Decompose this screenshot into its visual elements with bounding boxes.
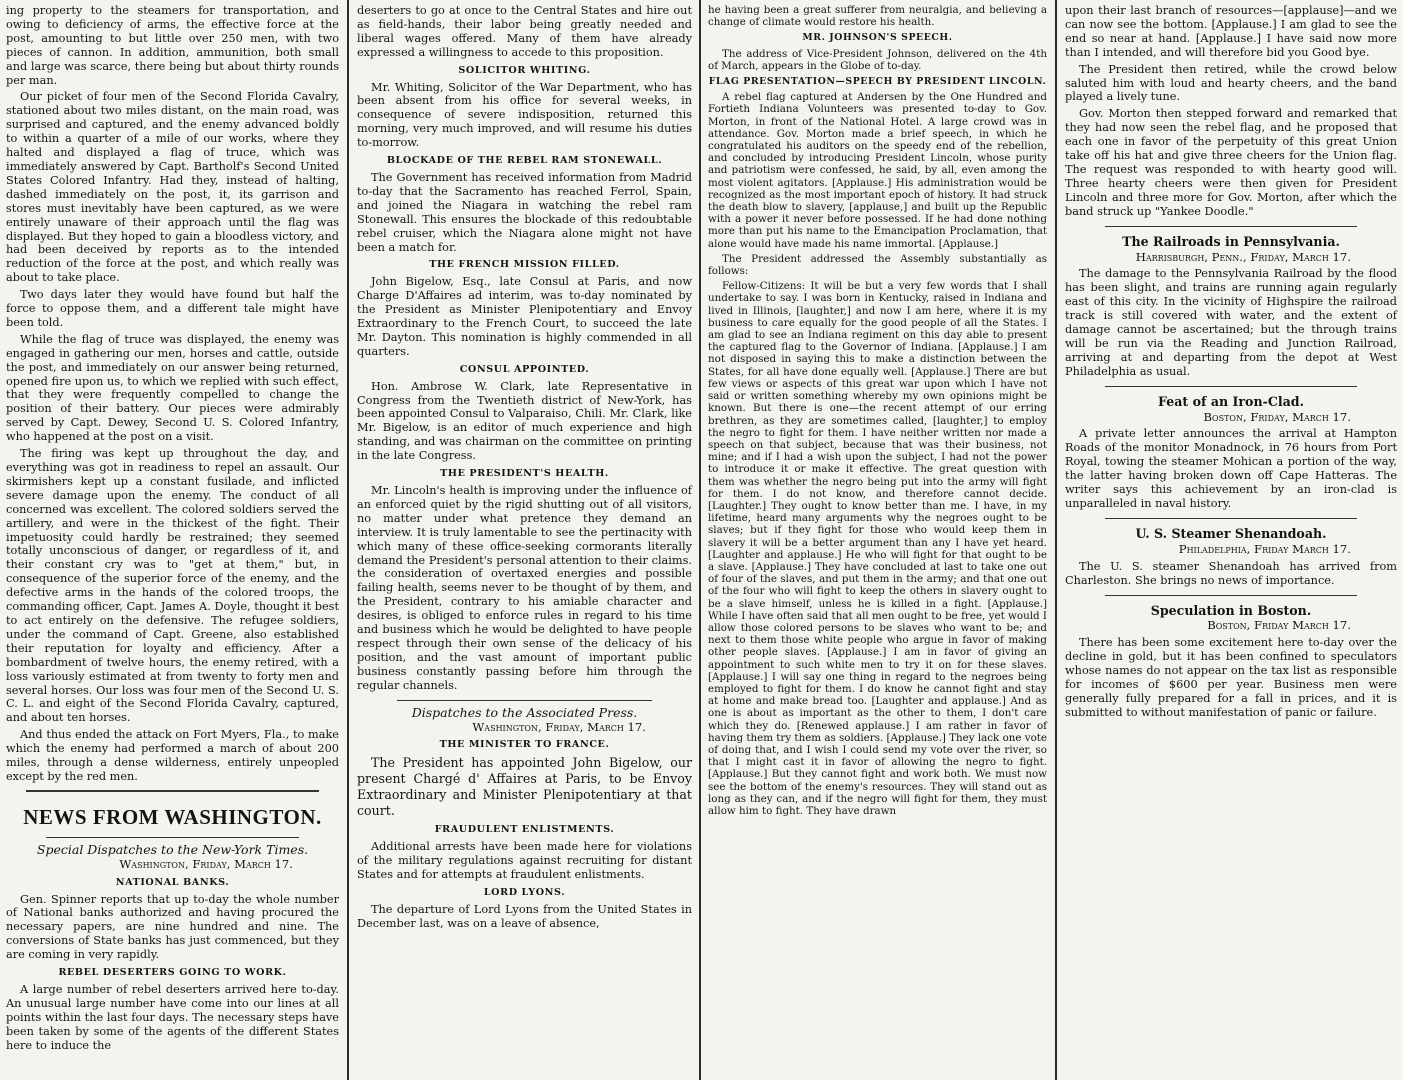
article-headline: Speculation in Boston. [1150, 602, 1312, 618]
paragraph: John Bigelow, Esq., late Consul at Paris, and now Charge D'Affaires ad interim, was to-day nominated by the President as Minister Plenipotentiary and Envoy Extraordinary to the French Court, to succeed the late Mr. Dayton. This nomination is highly commended in all quarters. [357, 275, 692, 358]
paragraph: ing property to the steamers for transportation, and owing to deficiency of arms, the effective force at the post, amounting to but little over 250 men, with two pieces of cannon. In addition, ammunition, both small and large was scarce, there being but about thirty rounds per man. [6, 4, 339, 87]
paragraph: While the flag of truce was displayed, the enemy was engaged in gathering our men, horses and cattle, outside the post, and immediately on our answer being returned, opened fire upon us, to which we replied with such effect, that they were frequently compelled to change the position of their battery. Our pieces were admirably served by Capt. Dewey, Second U. S. Colored Infantry, who happened at the post on a visit. [6, 332, 339, 444]
section-headline: NEWS FROM WASHINGTON. [23, 804, 322, 829]
divider [1105, 386, 1357, 387]
paragraph: Additional arrests have been made here for violations of the military regulations against recruiting for distant States and for attempts at fraudulent enlistments. [357, 840, 692, 882]
paragraph: Gov. Morton then stepped forward and remarked that they had now seen the rebel flag, and he proposed that each one in favor of the perpetuity of this great Union take off his hat and give three cheers for the Union flag. The request was responded to with hearty good will. Three hearty cheers were then given for President Lincoln and three more for Gov. Morton, after which the band struck up "Yankee Doodle." [1065, 107, 1397, 218]
paragraph: A rebel flag captured at Andersen by the One Hundred and Fortieth Indiana Volunteers was presented to-day to Gov. Morton, in front of the National Hotel. A large crowd was in attendance. Gov. Morton made a brief speech, in which he congratulated his auditors on the speedy end of the rebellion, and concluded by introducing President Lincoln, whose purity and patriotism were confessed, he said, by all, even among the most violent agitators. [Applause.] His administration would be recognized as the most important epoch of history. It had struck the death blow to slavery, [applause,] and built up the Republic with a power it never before possessed. If he had done nothing more than put his name to the Emancipation Proclamation, that alone would have made his name immortal. [Applause.] [708, 91, 1047, 250]
divider [1105, 226, 1357, 227]
dateline: Boston, Friday, March 17. [1203, 409, 1351, 424]
paragraph: he having been a great sufferer from neuralgia, and believing a change of climate would restore his health. [708, 4, 1047, 29]
dateline: Boston, Friday March 17. [1207, 618, 1351, 633]
paragraph: And thus ended the attack on Fort Myers, Fla., to make which the enemy had performed a march of about 200 miles, through a dense wilderness, entirely unpeopled except by the red men. [6, 728, 339, 783]
paragraph: Two days later they would have found but half the force to oppose them, and a different tale might have been told. [6, 288, 339, 329]
paragraph: There has been some excitement here to-day over the decline in gold, but it has been confined to speculators whose names do not appear on the tax list as responsible for incomes of $600 per year. Business men were generally fully prepared for a fall in prices, and it is submitted to without manifestation of panic or failure. [1065, 636, 1397, 719]
paragraph: Our picket of four men of the Second Florida Cavalry, stationed about two miles distant, on the main road, was surprised and captured, and the enemy advanced boldly to within a quarter of a mile of our works, where they halted and displayed a flag of truce, which was immediately answered by Capt. Bartholf's Second United States Colored Infantry. Had they, instead of halting, dashed immediately on the post, it, its garrison and stores must inevitably have been captured, as we were entirely unaware of their approach until the flag was displayed. But they hoped to gain a bloodless victory, and had been deceived by reports as to the intended reduction of the force at the post, and which really was about to take place. [6, 90, 339, 285]
paragraph: The damage to the Pennsylvania Railroad by the flood has been slight, and trains are running again regularly east of this city. In the vicinity of Highspire the railroad track is still covered with water, and the extent of damage cannot be ascertained; but the through trains will be run via the Reading and Junction Railroad, arriving at and departing from the depot at West Philadelphia as usual. [1065, 267, 1397, 378]
subhead: SOLICITOR WHITING. [458, 64, 591, 76]
subhead: FRAUDULENT ENLISTMENTS. [434, 824, 615, 836]
paragraph: The Government has received information from Madrid to-day that the Sacramento has reached Ferrol, Spain, and joined the Niagara in watching the rebel ram Stonewall. This ensures the blockade of this redoubtable rebel cruiser, which the Niagara alone might not have been a match for. [357, 170, 692, 254]
divider [26, 790, 319, 792]
column-2 [351, 0, 698, 1080]
column-rule [1055, 0, 1057, 1080]
subhead: THE PRESIDENT'S HEALTH. [440, 468, 609, 480]
divider [397, 700, 652, 701]
subhead: CONSUL APPOINTED. [459, 363, 590, 375]
divider [1105, 518, 1357, 519]
paragraph: deserters to go at once to the Central States and hire out as field-hands, their labor being greatly needed and liberal wages offered. Many of them have already expressed a willingness to accede to this proposition. [357, 4, 692, 59]
subhead: BLOCKADE OF THE REBEL RAM STONEWALL. [386, 155, 663, 167]
paragraph: The firing was kept up throughout the day, and everything was got in readiness to repel an assault. Our skirmishers kept up a constant fusilade, and inflicted severe damage upon the enemy. The conduct of all concerned was excellent. The colored soldiers served the artillery, and were in the thickest of the fight. Their impetuosity could hardly be restrained; they seemed totally unconscious of danger, or regardless of it, and their constant cry was to "get at them," but, in consequence of the superior force of the enemy, and the defective arms in the hands of the colored troops, the commanding officer, Capt. James A. Doyle, thought it best to act entirely on the defensive. The refugee soldiers, under the command of Capt. Greene, also established their reputation for loyalty and efficiency. After a bombardment of twelve hours, the enemy retired, with a loss variously estimated at from twenty to forty men and several horses. Our loss was four men of the Second U. S. C. L. and eight of the Second Florida Cavalry, captured, and about ten horses. [6, 447, 339, 725]
paragraph: Fellow-Citizens: It will be but a very few words that I shall undertake to say. I was born in Kentucky, raised in Indiana and lived in Illinois, [laughter,] and now I am here, where it is my business to care equally for the good people of all the States. I am glad to see an Indiana regiment on this day able to present the captured flag to the Governor of Indiana. [Applause.] I am not disposed in saying this to make a distinction between the States, for all have done equally well. [Applause.] There are but few views or aspects of this great war upon which I have not said or written something whereby my own opinions might be known. But there is one—the recent attempt of our erring brethren, as they are sometimes called, [laughter,] to employ the negro to fight for them. I have neither written nor made a speech on that subject, because that was their business, not mine; and if I had a wish upon the subject, I had not the power to introduce it or make it effective. The great question with them was whether the negro being put into the army will fight for them. I do not know, and therefore cannot decide. [Laughter.] They ought to know better than me. I have, in my lifetime, heard many arguments why the negroes ought to be slaves; but if they fight for those who would keep them in slavery it will be a better argument than any I have yet heard. [Laughter and applause.] He who will fight for that ought to be a slave. [Applause.] They have concluded at last to take one out of four of the slaves, and put them in the army; and that one out of the four who will fight to keep the others in slavery ought to be a slave himself, unless he is killed in a fight. [Applause.] While I have often said that all men ought to be free, yet would I allow those colored persons to be slaves who want to be; and next to them those white people who argue in favor of making other people slaves. [Applause.] I am in favor of giving an appointment to such white men to try it on for these slaves. [Applause.] I will say one thing in regard to the negroes being employed to fight for them. I do know he cannot fight and stay at home and make bread too. [Laughter and applause.] And as one is about as important as the other to them, I don't care which they do. [Renewed applause.] I am rather in favor of having them try them as soldiers. [Applause.] They lack one vote of doing that, and I wish I could send my vote over the river, so that I might cast it in favor of allowing the negro to fight. [Applause.] But they cannot fight and work both. We must now see the bottom of the enemy's resources. They will stand out as long as they can, and if the negro will fight for them, they must allow him to fight. They have drawn [708, 280, 1048, 817]
paragraph: Mr. Whiting, Solicitor of the War Department, who has been absent from his office for several weeks, in consequence of severe indisposition, returned this morning, very much improved, and will resume his duties to-morrow. [357, 80, 692, 150]
paragraph: Hon. Ambrose W. Clark, late Representative in Congress from the Twentieth district of New-York, has been appointed Consul to Valparaiso, Chili. Mr. Clark, like Mr. Bigelow, is an editor of much experience and high standing, and was chairman on the committee on printing in the late Congress. [357, 379, 692, 463]
paragraph: The U. S. steamer Shenandoah has arrived from Charleston. She brings no news of importance. [1065, 559, 1397, 587]
dateline: Harrisburgh, Penn., Friday, March 17. [1135, 249, 1351, 264]
paragraph: The President addressed the Assembly substantially as follows: [708, 252, 1047, 278]
paragraph: The address of Vice-President Johnson, delivered on the 4th of March, appears in the Globe of to-day. [708, 47, 1047, 72]
dateline: Philadelphia, Friday March 17. [1178, 541, 1351, 556]
dateline: Washington, Friday, March 17. [119, 856, 293, 871]
paragraph: The President then retired, while the crowd below saluted him with loud and hearty cheers, and the band played a lively tune. [1065, 62, 1397, 104]
dispatch-source: Special Dispatches to the New-York Times. [36, 841, 309, 857]
dispatch-source: Dispatches to the Associated Press. [411, 704, 638, 720]
article-headline: U. S. Steamer Shenandoah. [1135, 525, 1327, 541]
paragraph: A large number of rebel deserters arrived here to-day. An unusual large number have come into our lines at all points within the last four days. The necessary steps have been taken by some of the agents of the different States here to induce the [6, 983, 339, 1052]
subhead: FLAG PRESENTATION—SPEECH BY PRESIDENT LINCOLN. [708, 76, 1047, 88]
divider [46, 837, 299, 838]
subhead: LORD LYONS. [483, 886, 566, 898]
subhead: REBEL DESERTERS GOING TO WORK. [58, 967, 287, 979]
subhead: NATIONAL BANKS. [115, 876, 230, 888]
divider [1105, 595, 1357, 596]
dateline: Washington, Friday, March 17. [472, 719, 646, 734]
paragraph: The President has appointed John Bigelow, our present Chargé d' Affaires at Paris, to be Envoy Extraordinary and Minister Plenipotentiary at that court. [357, 755, 692, 819]
column-4 [1059, 0, 1403, 1080]
column-1 [0, 0, 345, 1080]
article-headline: Feat of an Iron-Clad. [1158, 393, 1304, 409]
subhead: THE MINISTER TO FRANCE. [439, 739, 610, 751]
article-headline: The Railroads in Pennsylvania. [1122, 233, 1340, 249]
paragraph: A private letter announces the arrival at Hampton Roads of the monitor Monadnock, in 76 hours from Port Royal, towing the steamer Mohican a portion of the way, the latter having broken down off Cape Hatteras. The writer says this achievement by an iron-clad is unparalleled in naval history. [1065, 427, 1397, 510]
column-rule [699, 0, 701, 1080]
column-rule [347, 0, 349, 1080]
paragraph: upon their last branch of resources—[applause]—and we can now see the bottom. [Applause.] I am glad to see the end so near at hand. [Applause.] I have said now more than I intended, and will therefore bid you Good bye. [1065, 4, 1397, 59]
column-3 [702, 0, 1053, 1080]
paragraph: Gen. Spinner reports that up to-day the whole number of National banks authorized and having procured the necessary papers, are nine hundred and nine. The conversions of State banks has just commenced, but they are coming in very rapidly. [6, 892, 339, 962]
paragraph: Mr. Lincoln's health is improving under the influence of an enforced quiet by the rigid shutting out of all visitors, no matter under what pretence they demand an interview. It is truly lamentable to see the pertinacity with which many of these office-seeking cormorants literally demand the President's personal attention to their claims. the consideration of overtaxed energies and possible failing health, seems never to be thought of by them, and the President, contrary to his amiable character and desires, is obliged to enforce rules in regard to his time and business which he would be delighted to have people respect through their own sense of the delicacy of his position, and the vast amount of important public business constantly passing before him through the regular channels. [357, 484, 692, 692]
subhead: THE FRENCH MISSION FILLED. [429, 259, 620, 271]
subhead: MR. JOHNSON'S SPEECH. [802, 32, 953, 44]
paragraph: The departure of Lord Lyons from the United States in December last, was on a leave of absence, [357, 902, 692, 930]
